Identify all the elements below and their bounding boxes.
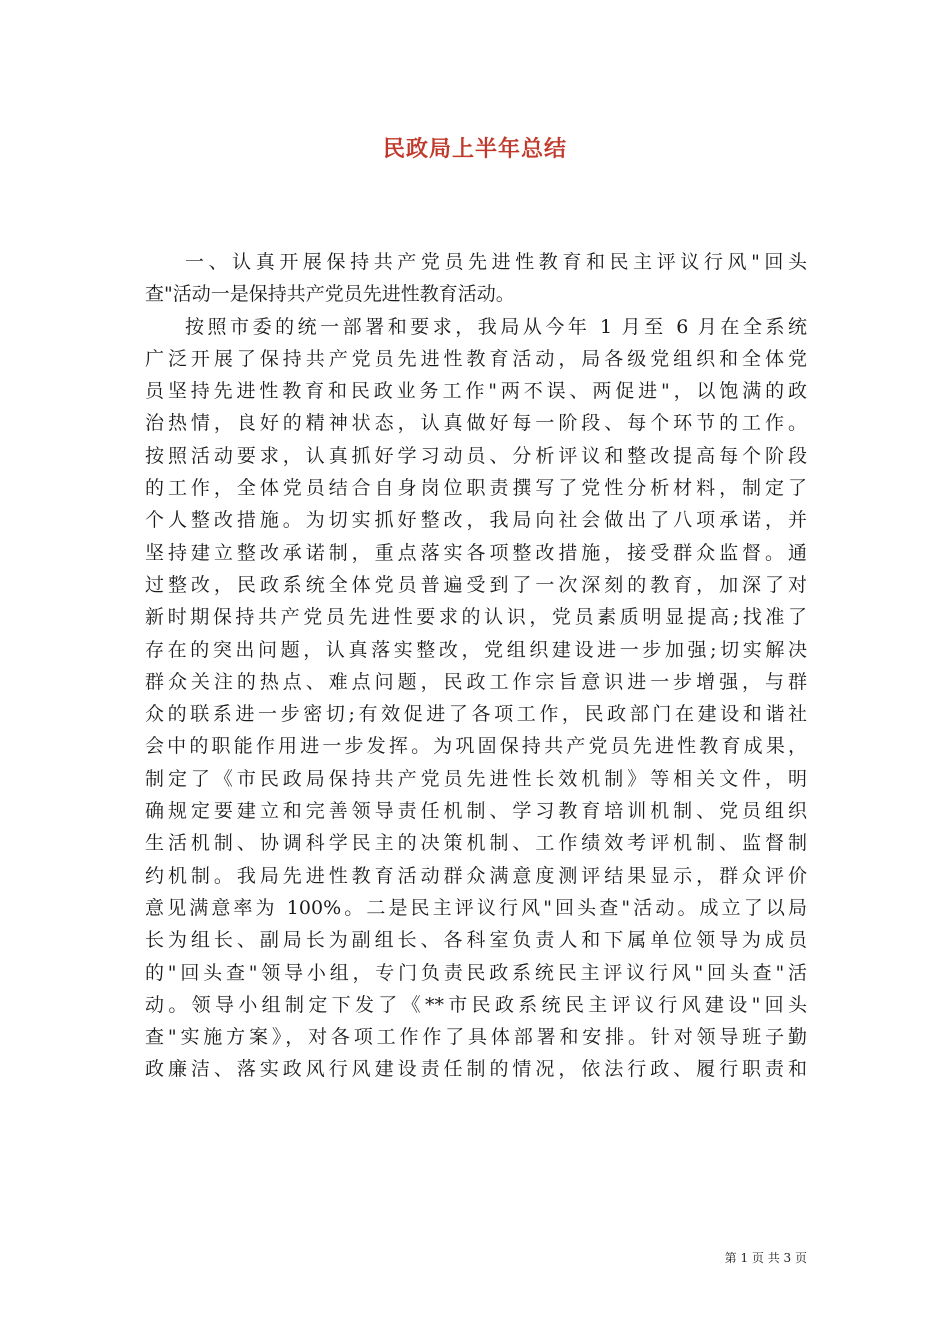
document-body [145,246,807,1086]
body-line: 约机制。我局先进性教育活动群众满意度测评结果显示，群众评价 [145,864,807,887]
body-line: 的工作，全体党员结合自身岗位职责撰写了党性分析材料，制定了 [145,477,807,500]
body-line: 存在的突出问题，认真落实整改，党组织建设进一步加强;切实解决 [145,638,807,661]
body-line: 众的联系进一步密切;有效促进了各项工作，民政部门在建设和谐社 [145,703,807,726]
body-line: 查"实施方案》，对各项工作作了具体部署和安排。针对领导班子勤 [145,1026,807,1049]
body-line: 广泛开展了保持共产党员先进性教育活动，局各级党组织和全体党 [145,347,807,370]
page-number: 第 1 页 共 3 页 [724,1251,807,1265]
body-line: 意见满意率为 100%。二是民主评议行风"回头查"活动。成立了以局 [145,896,807,919]
body-line: 个人整改措施。为切实抓好整改，我局向社会做出了八项承诺，并 [145,509,807,532]
body-line: 新时期保持共产党员先进性要求的认识，党员素质明显提高;找准了 [145,606,807,629]
body-line: 的"回头查"领导小组，专门负责民政系统民主评议行风"回头查"活 [145,961,807,984]
body-line: 查"活动一是保持共产党员先进性教育活动。 [145,283,515,306]
body-line: 会中的职能作用进一步发挥。为巩固保持共产党员先进性教育成果， [145,735,807,758]
body-line: 过整改，民政系统全体党员普遍受到了一次深刻的教育，加深了对 [145,573,807,596]
body-line: 一、认真开展保持共产党员先进性教育和民主评议行风"回头 [185,251,807,273]
body-line: 员坚持先进性教育和民政业务工作"两不误、两促进"，以饱满的政 [145,380,807,403]
body-line: 按照活动要求，认真抓好学习动员、分析评议和整改提高每个阶段 [145,444,807,467]
body-line: 按照市委的统一部署和要求，我局从今年 1 月至 6 月在全系统 [185,315,807,338]
body-line: 制定了《市民政局保持共产党员先进性长效机制》等相关文件，明 [145,767,807,790]
body-line: 长为组长、副局长为副组长、各科室负责人和下属单位领导为成员 [145,929,807,952]
body-line: 政廉洁、落实政风行风建设责任制的情况，依法行政、履行职责和 [145,1058,807,1081]
document-title: 民政局上半年总结 [382,136,567,162]
body-line: 确规定要建立和完善领导责任机制、学习教育培训机制、党员组织 [145,800,807,823]
body-line: 动。领导小组制定下发了《**市民政系统民主评议行风建设"回头 [145,993,807,1016]
body-line: 群众关注的热点、难点问题，民政工作宗旨意识进一步增强，与群 [145,670,807,693]
body-line: 坚持建立整改承诺制，重点落实各项整改措施，接受群众监督。通 [145,541,807,564]
body-line: 治热情，良好的精神状态，认真做好每一阶段、每个环节的工作。 [145,412,807,435]
body-line: 生活机制、协调科学民主的决策机制、工作绩效考评机制、监督制 [145,832,807,855]
